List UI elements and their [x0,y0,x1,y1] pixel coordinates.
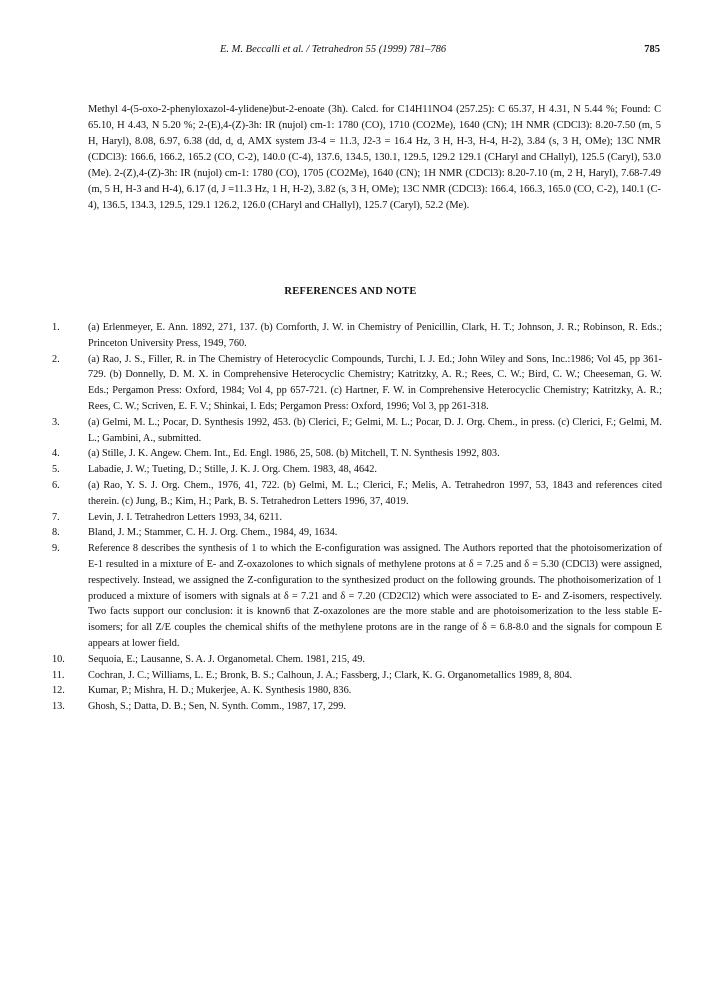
reference-number: 2. [52,353,60,365]
reference-text: Reference 8 describes the synthesis of 1 to which the E-configuration was assigned. The Authors reported that the photoisomerization of E-1 resulted in a mixture of E- and Z-oxazolones to which signals of methylene protons at δ = 7.25 and δ = 5.30 (CDCl3) were assigned, respectively. Instead, we assigned the Z-configuration to the synthesized product on the following grounds. The phothoisomerization of 1 produced a mixture of isomers with signals at δ = 7.21 and δ = 7.20 (CD2Cl2) which were associated to E- and Z-isomers, respectively. Two facts support our conclusion: it is known6 that Z-oxazolones are the more stable and are photoisomerization to the less stable E-isomers; for all Z/E couples the chemical shifts of the methylene protons are in the range of δ = 6.8-8.0 and the signals for compoun E appears at lower field. [88,543,662,649]
reference-number: 4. [52,448,60,460]
reference-text: (a) Erlenmeyer, E. Ann. 1892, 271, 137. (b) Cornforth, J. W. in Chemistry of Penicillin, Clark, H. T.; Johnson, J. R.; Robinson, R. Eds.; Princeton University Press, 1949, 760. [88,322,662,349]
reference-item [52,478,662,510]
page-number: 785 [644,44,660,55]
reference-number: 3. [52,416,60,428]
reference-text: (a) Rao, Y. S. J. Org. Chem., 1976, 41, 722. (b) Gelmi, M. L.; Clerici, F.; Melis, A. Tetrahedron 1997, 53, 1843 and references cited therein. (c) Jung, B.; Kim, H.; Park, B. S. Tetrahedron Letters 1996, 37, 4019. [88,479,662,507]
reference-number: 6. [52,479,60,491]
reference-number: 7. [52,511,60,523]
reference-text: (a) Stille, J. K. Angew. Chem. Int., Ed. Engl. 1986, 25, 508. (b) Mitchell, T. N. Synthesis 1992, 803. [88,448,500,460]
reference-item [52,652,662,668]
references-list [52,320,662,715]
reference-item [52,446,662,462]
reference-text: Bland, J. M.; Stammer, C. H. J. Org. Chem., 1984, 49, 1634. [88,527,338,539]
reference-item [52,320,662,352]
reference-number: 8. [52,527,60,539]
reference-text: (a) Rao, J. S., Filler, R. in The Chemistry of Heterocyclic Compounds, Turchi, I. J. Ed.; John Wiley and Sons, Inc.:1986; Vol 45, pp 361-729. (b) Donnelly, D. M. X. in Comprehensive Heterocyclic Chemistry; Katritzky, A. R.; Rees, C. W.; Bird, C. W.; Cheeseman, G. W. Eds.; Pergamon Press: Oxford, 1984; Vol 4, pp 657-721. (c) Hartner, F. W. in Comprehensive Heterocyclic Chemistry; Katritzky, A. R.; Rees, C. W.; Scriven, E. F. V.; Shinkai, I. Eds; Pergamon Press: Oxford, 1996; Vol 3, pp 261-318. [88,353,662,412]
experimental-section [88,102,661,214]
reference-item [52,352,662,415]
reference-item [52,415,662,447]
reference-text: Levin, J. I. Tetrahedron Letters 1993, 34, 6211. [88,511,283,523]
reference-item [52,525,662,541]
reference-item [52,668,662,684]
reference-number: 11. [52,669,65,681]
reference-item [52,510,662,526]
reference-number: 9. [52,543,60,555]
reference-number: 12. [52,685,65,697]
running-title: E. M. Beccalli et al. / Tetrahedron 55 (1999) 781–786 [220,44,447,55]
reference-text: Ghosh, S.; Datta, D. B.; Sen, N. Synth. Comm., 1987, 17, 299. [88,701,347,713]
reference-number: 1. [52,322,60,333]
reference-number: 10. [52,653,65,665]
reference-text: (a) Gelmi, M. L.; Pocar, D. Synthesis 1992, 453. (b) Clerici, F.; Gelmi, M. L.; Pocar, D. J. Org. Chem., in press. (c) Clerici, F.; Gelmi, M. L.; Gambini, A., submitted. [88,416,662,444]
references-heading: REFERENCES AND NOTE [284,286,417,297]
reference-item [52,683,662,699]
experimental-paragraph: Methyl 4-(5-oxo-2-phenyloxazol-4-ylidene)but-2-enoate (3h). Calcd. for C14H11NO4 (257.25): C 65.37, H 4.31, N 5.44 %; Found: C 65.10, H 4.43, N 5.20 %; 2-(E),4-(Z)-3h: IR (nujol) cm-1: 1780 (CO), 1710 (CO2Me), 1640 (CN); 1H NMR (CDCl3): 8.20-7.50 (m, 5 H, Haryl), 8.08, 6.97, 6.38 (dd, d, d, AMX system J3-4 = 11.3, J2-3 = 16.4 Hz, 3 H, H-3, H-4, H-2), 3.84 (s, 3 H, OMe); 13C NMR (CDCl3): 166.6, 166.2, 165.2 (CO, C-2), 140.0 (C-4), 137.6, 134.5, 130.1, 129.5, 129.2 129.1 (CHaryl and CHallyl), 125.5 (Caryl), 53.0 (Me). 2-(Z),4-(Z)-3h: IR (nujol) cm-1: 1780 (CO), 1705 (CO2Me), 1640 (CN); 1H NMR (CDCl3): 8.20-7.10 (m, 2 H, Haryl), 7.68-7.49 (m, 5 H, H-3 and H-4), 6.17 (d, J =11.3 Hz, 1 H, H-2), 3.82 (s, 3 H, OMe); 13C NMR (CDCl3): 166.4, 166.3, 165.0 (CO, C-2), 140.1 (C-4), 136.5, 134.3, 129.5, 129.1 126.2, 126.0 (CHaryl and CHallyl), 125.7 (Caryl), 52.2 (Me). [88,104,661,211]
reference-number: 5. [52,464,60,476]
reference-item [52,541,662,652]
reference-text: Labadie, J. W.; Tueting, D.; Stille, J. K. J. Org. Chem. 1983, 48, 4642. [88,464,377,476]
reference-item [52,462,662,478]
reference-text: Cochran, J. C.; Williams, L. E.; Bronk, B. S.; Calhoun, J. A.; Fassberg, J.; Clark, K. G. Organometallics 1989, 8, 804. [88,669,573,681]
reference-item [52,699,662,715]
reference-text: Sequoia, E.; Lausanne, S. A. J. Organometal. Chem. 1981, 215, 49. [88,653,365,665]
reference-number: 13. [52,701,65,713]
reference-text: Kumar, P.; Mishra, H. D.; Mukerjee, A. K. Synthesis 1980, 836. [88,685,352,697]
